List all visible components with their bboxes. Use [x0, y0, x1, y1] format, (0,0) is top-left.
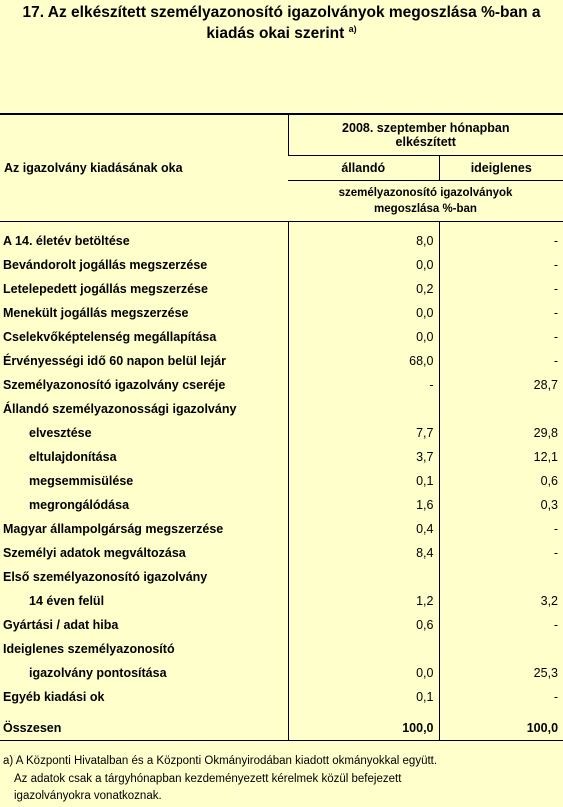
row-value-allando: 8,0	[288, 229, 439, 253]
table-row	[0, 277, 563, 301]
table-row	[0, 397, 563, 421]
row-label: megrongálódása	[29, 498, 130, 512]
table-row	[0, 661, 563, 685]
row-value-ideiglenes: -	[439, 349, 563, 373]
table-row	[0, 685, 563, 709]
table-row	[0, 565, 563, 589]
row-label: igazolvány pontosítása	[29, 666, 167, 680]
row-value-ideiglenes: -	[439, 517, 563, 541]
row-value-ideiglenes: -	[439, 253, 563, 277]
row-value-allando: 0,0	[288, 301, 439, 325]
total-label: Összesen	[0, 716, 288, 741]
header-period-line-2: elkészített	[395, 135, 456, 149]
row-label: Egyéb kiadási ok	[3, 690, 105, 704]
row-label: Bevándorolt jogállás megszerzése	[3, 258, 208, 272]
row-value-allando: 0,0	[288, 661, 439, 685]
row-label: Magyar állampolgárság megszerzése	[3, 522, 224, 536]
row-label: Cselekvőképtelenség megállapítása	[3, 330, 217, 344]
row-label: Állandó személyazonossági igazolvány	[3, 402, 237, 416]
row-value-ideiglenes: -	[439, 325, 563, 349]
row-value-ideiglenes: -	[439, 277, 563, 301]
row-value-allando: 68,0	[288, 349, 439, 373]
row-value-allando: 0,0	[288, 253, 439, 277]
table-title	[0, 2, 563, 44]
row-value-allando	[288, 397, 439, 421]
row-label: Gyártási / adat hiba	[3, 618, 119, 632]
title-line-2-text: kiadás okai szerint	[206, 25, 345, 42]
row-value-ideiglenes: 0,3	[439, 493, 563, 517]
table-row	[0, 493, 563, 517]
header-col-allando: állandó	[288, 156, 439, 181]
footnote	[0, 753, 563, 806]
row-value-ideiglenes: 28,7	[439, 373, 563, 397]
row-label: A 14. életév betöltése	[3, 234, 130, 248]
row-value-allando: 8,4	[288, 541, 439, 565]
footnote-line-1: a) A Központi Hivatalban és a Központi Okmányirodában kiadott okmányokkal együtt.	[3, 755, 438, 767]
row-value-ideiglenes: 25,3	[439, 661, 563, 685]
row-label: Személyi adatok megváltozása	[3, 546, 186, 560]
row-value-ideiglenes: -	[439, 301, 563, 325]
row-value-allando: 1,2	[288, 589, 439, 613]
row-value-allando	[288, 637, 439, 661]
row-value-ideiglenes	[439, 397, 563, 421]
footnote-line-2: Az adatok csak a tárgyhónapban kezdeményezett kérelmek közül befejezett	[14, 772, 402, 785]
row-value-allando: 0,0	[288, 325, 439, 349]
row-value-allando: 3,7	[288, 445, 439, 469]
row-label: Letelepedett jogállás megszerzése	[3, 282, 208, 296]
row-value-allando: 0,4	[288, 517, 439, 541]
table-row	[0, 301, 563, 325]
title-line-2	[0, 23, 563, 44]
table-row	[0, 469, 563, 493]
row-value-ideiglenes: -	[439, 613, 563, 637]
row-label: Személyazonosító igazolvány cseréje	[3, 378, 226, 392]
header-unit-line-2: megoszlása %-ban	[374, 203, 477, 215]
title-footnote-ref: a)	[348, 23, 357, 34]
row-value-allando: 0,6	[288, 613, 439, 637]
table-row	[0, 589, 563, 613]
table-header	[0, 114, 563, 222]
total-allando: 100,0	[288, 716, 439, 741]
title-line-1: 17. Az elkészített személyazonosító igazolványok megoszlása %-ban a	[22, 4, 541, 21]
total-ideiglenes: 100,0	[439, 716, 563, 741]
table-row	[0, 541, 563, 565]
table-row	[0, 229, 563, 253]
header-col-ideiglenes: ideiglenes	[439, 156, 563, 181]
header-period-line-1: 2008. szeptember hónapban	[342, 121, 510, 135]
row-value-ideiglenes: 0,6	[439, 469, 563, 493]
row-label: 14 éven felül	[29, 594, 105, 608]
row-label: Menekült jogállás megszerzése	[3, 306, 189, 320]
table-row	[0, 325, 563, 349]
header-period	[288, 114, 563, 156]
table-row	[0, 421, 563, 445]
row-value-ideiglenes	[439, 565, 563, 589]
row-value-ideiglenes: -	[439, 541, 563, 565]
row-value-ideiglenes: 3,2	[439, 589, 563, 613]
row-value-ideiglenes: -	[439, 229, 563, 253]
row-value-allando: 0,1	[288, 685, 439, 709]
row-value-allando: 7,7	[288, 421, 439, 445]
row-value-ideiglenes	[439, 637, 563, 661]
table-row	[0, 253, 563, 277]
row-label: Ideiglenes személyazonosító	[3, 642, 175, 656]
row-label: Első személyazonosító igazolvány	[3, 570, 208, 584]
row-label: megsemmisülése	[29, 474, 134, 488]
row-value-allando: 0,1	[288, 469, 439, 493]
table-row	[0, 373, 563, 397]
header-unit	[288, 181, 563, 222]
table-row	[0, 517, 563, 541]
row-value-ideiglenes: 12,1	[439, 445, 563, 469]
data-table	[0, 113, 563, 741]
table-row	[0, 445, 563, 469]
row-label: elvesztése	[29, 426, 92, 440]
row-label: Érvényességi idő 60 napon belül lejár	[3, 354, 226, 368]
row-value-ideiglenes: -	[439, 685, 563, 709]
header-row-label: Az igazolvány kiadásának oka	[0, 114, 288, 222]
table-body	[0, 222, 563, 710]
row-value-allando: 1,6	[288, 493, 439, 517]
header-unit-line-1: személyazonosító igazolványok	[338, 187, 513, 199]
table-row	[0, 349, 563, 373]
table-row	[0, 613, 563, 637]
table-row	[0, 637, 563, 661]
row-value-allando: 0,2	[288, 277, 439, 301]
footnote-line-3: igazolványokra vonatkoznak.	[14, 790, 162, 802]
row-value-allando	[288, 565, 439, 589]
row-value-allando: -	[288, 373, 439, 397]
table-total	[0, 709, 563, 741]
row-value-ideiglenes: 29,8	[439, 421, 563, 445]
row-label: eltulajdonítása	[29, 450, 117, 464]
